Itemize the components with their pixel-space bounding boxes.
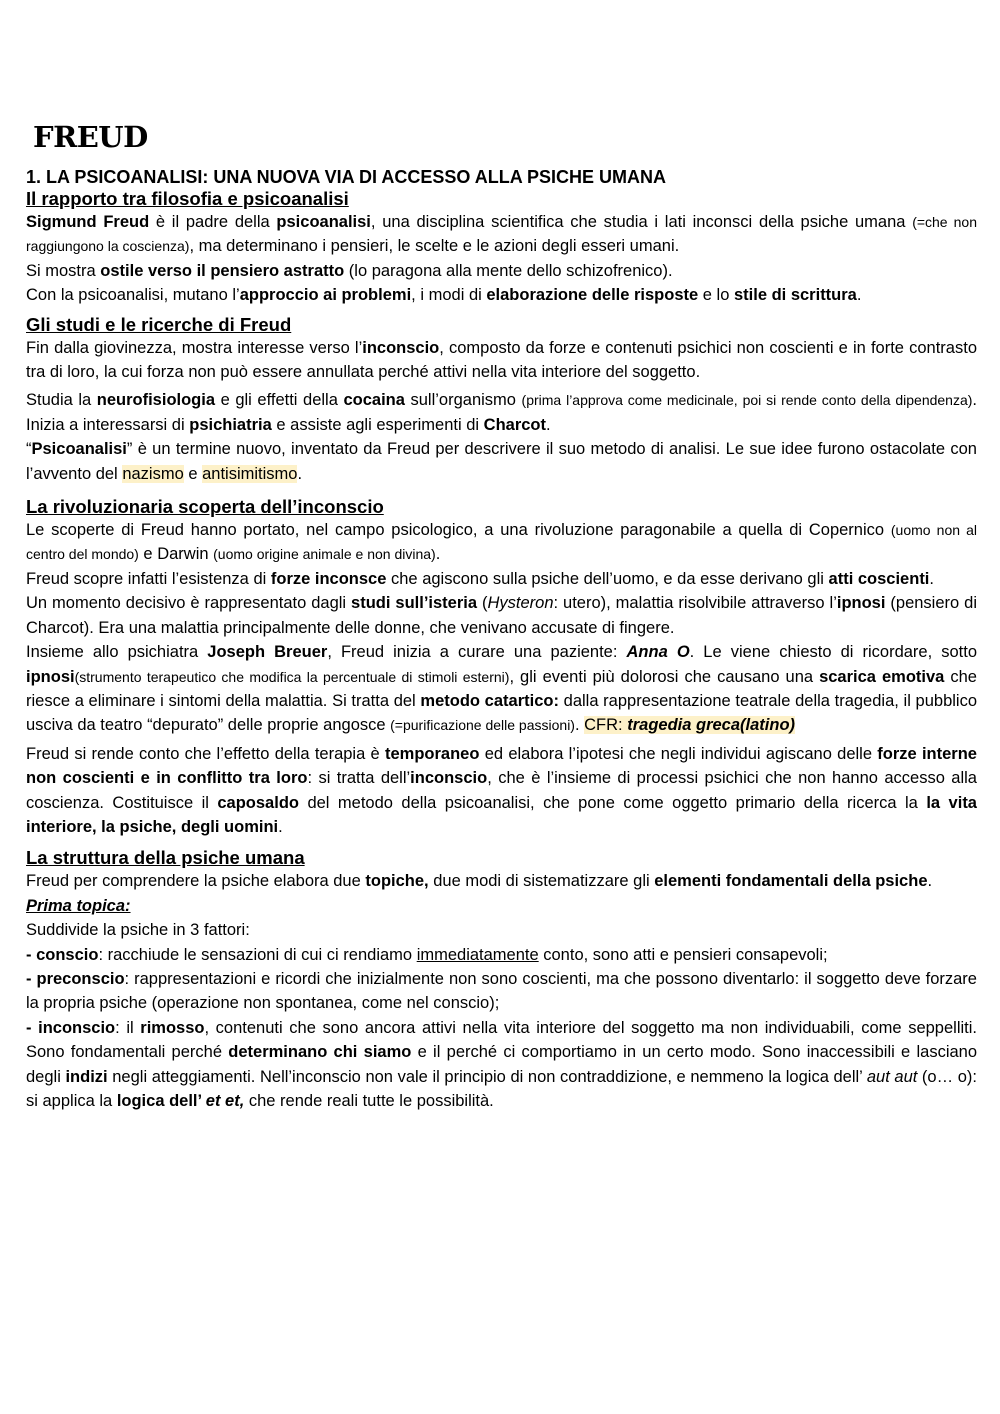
text-run: : rappresentazioni e ricordi che inizialmente non sono coscienti, ma che possono diventarlo: il soggetto deve forzare la propria psiche (operazione non spontanea, come nel conscio); bbox=[26, 969, 977, 1013]
text-run: (=purificazione delle passioni) bbox=[390, 717, 575, 734]
text-run: ipnosi bbox=[26, 667, 75, 686]
text-run: Psicoanalisi bbox=[31, 440, 127, 459]
text-run: antisimitismo bbox=[202, 464, 298, 483]
text-run: . bbox=[278, 817, 283, 836]
text-run: Freud si rende conto che l’effetto della terapia è bbox=[26, 744, 385, 763]
text-run: temporaneo bbox=[385, 744, 480, 763]
text-run: Suddivide la psiche in 3 fattori: bbox=[26, 921, 250, 940]
text-run: . bbox=[856, 286, 862, 305]
text-run: , una disciplina scientifica che studia i lati inconsci della psiche umana bbox=[370, 213, 913, 231]
text-run: sull’organismo bbox=[404, 391, 522, 410]
text-run: - preconscio bbox=[26, 969, 125, 988]
text-run: . Le viene chiesto di ricordare, sotto bbox=[689, 643, 978, 662]
text-run: inconscio bbox=[362, 338, 440, 357]
subheading-first-topic: Prima topica: bbox=[26, 896, 131, 915]
text-run: del metodo della psicoanalisi, che pone come oggetto primario della ricerca la bbox=[298, 793, 927, 812]
list-item-inconscio bbox=[26, 1016, 977, 1114]
chapter-heading: 1. LA PSICOANALISI: UNA NUOVA VIA DI ACCESSO ALLA PSICHE UMANA bbox=[26, 167, 667, 187]
text-run: , Freud inizia a curare una paziente: bbox=[327, 643, 627, 662]
text-run: Freud scopre infatti l’esistenza di bbox=[26, 569, 271, 588]
text-run: CFR: bbox=[584, 716, 628, 735]
text-run: , i modi di bbox=[411, 286, 487, 305]
paragraph bbox=[26, 210, 977, 259]
text-run: e Darwin bbox=[138, 545, 214, 564]
text-run: . bbox=[574, 716, 585, 735]
text-run: forze interne non coscienti e in conflitto tra loro bbox=[26, 744, 977, 788]
paragraph bbox=[26, 283, 977, 307]
text-run: Insieme allo psichiatra bbox=[26, 643, 208, 662]
text-run: metodo catartico: bbox=[420, 691, 559, 710]
text-run: , ma determinano i pensieri, le scelte e le azioni degli esseri umani. bbox=[189, 237, 680, 256]
text-run: Charcot bbox=[483, 415, 546, 434]
text-run: “ bbox=[26, 440, 32, 459]
text-run: psicoanalisi bbox=[276, 213, 371, 231]
text-run: e assiste agli esperimenti di bbox=[271, 415, 484, 434]
text-run: che riesce a eliminare i sintomi della malattia. Si tratta del bbox=[26, 667, 977, 710]
text-run: . bbox=[546, 415, 551, 434]
paragraph bbox=[26, 591, 977, 640]
paragraph bbox=[26, 259, 977, 283]
text-run: . Inizia a interessarsi di bbox=[26, 391, 978, 434]
paragraph bbox=[26, 918, 977, 942]
paragraph bbox=[26, 742, 977, 840]
text-run: (o… o): si applica la bbox=[26, 1067, 977, 1110]
text-run: , composto da forze e contenuti psichici non coscienti e in forte contrasto tra di loro, la cui forza non può essere annullata perché attivi nella vita interiore del soggetto. bbox=[26, 338, 977, 382]
text-run: e il perché ci comportiamo in un certo modo. Sono inaccessibili e lasciano degli bbox=[26, 1043, 978, 1086]
text-run: - inconscio bbox=[26, 1018, 116, 1037]
text-run: caposaldo bbox=[217, 793, 299, 812]
text-run: , contenuti che sono ancora attivi nella vita interiore del soggetto ma non individuabili, come seppelliti. Sono fondamentali perché bbox=[26, 1018, 977, 1062]
text-run: (=che non raggiungono la coscienza) bbox=[26, 214, 977, 255]
text-run: che rende reali tutte le possibilità. bbox=[244, 1092, 494, 1110]
text-run: cocaina bbox=[343, 391, 405, 410]
text-run: atti coscienti bbox=[828, 569, 930, 588]
text-run: Studia la bbox=[26, 391, 97, 410]
list-item-conscio bbox=[26, 943, 977, 967]
text-run: Sigmund Freud bbox=[26, 213, 150, 231]
paragraph bbox=[26, 518, 977, 567]
text-run: (uomo origine animale e non divina) bbox=[213, 546, 436, 563]
text-run: Un momento decisivo è rappresentato dagli bbox=[26, 594, 352, 613]
text-run: determinano chi siamo bbox=[228, 1043, 412, 1062]
text-run: et et, bbox=[205, 1092, 245, 1110]
text-run: neurofisiologia bbox=[96, 391, 216, 410]
text-run: . bbox=[929, 569, 934, 588]
text-run: , gli eventi più dolorosi che causano una bbox=[509, 667, 820, 686]
section-heading-unconscious: La rivoluzionaria scoperta dell’inconscio bbox=[26, 496, 384, 518]
text-run: Si mostra bbox=[26, 261, 101, 280]
text-run: : il bbox=[115, 1018, 141, 1037]
list-item-preconscio bbox=[26, 967, 977, 1016]
text-run: (uomo non al centro del mondo) bbox=[26, 522, 978, 563]
text-run: rimosso bbox=[140, 1018, 205, 1037]
text-run: ipnosi bbox=[836, 594, 886, 613]
text-run: Hysteron bbox=[487, 594, 554, 613]
text-run: inconscio bbox=[410, 769, 488, 788]
paragraph bbox=[26, 869, 977, 893]
text-run: dalla rappresentazione teatrale della tragedia, il pubblico usciva da teatro “depurato” delle proprie angosce bbox=[26, 691, 978, 735]
text-run: elementi fondamentali della psiche bbox=[654, 872, 928, 891]
text-run: scarica emotiva bbox=[819, 667, 945, 686]
text-run: conto, sono atti e pensieri consapevoli; bbox=[538, 945, 828, 964]
text-run: indizi bbox=[65, 1067, 108, 1086]
text-run: Anna O bbox=[626, 643, 690, 662]
text-run: : si tratta dell’ bbox=[307, 769, 411, 788]
section-heading-philosophy: Il rapporto tra filosofia e psicoanalisi bbox=[26, 188, 349, 209]
text-run: e gli effetti della bbox=[215, 391, 344, 410]
text-run: è il padre della bbox=[149, 213, 277, 231]
text-run: la vita interiore, la psiche, degli uomini bbox=[26, 793, 977, 836]
text-run: due modi di sistematizzare gli bbox=[428, 872, 655, 891]
paragraph bbox=[26, 640, 977, 738]
text-run: aut aut bbox=[866, 1067, 918, 1086]
text-run: studi sull’isteria bbox=[351, 594, 478, 613]
text-run: , che è l’insieme di processi psichici che non hanno accesso alla coscienza. Costituisce il bbox=[26, 769, 977, 812]
paragraph bbox=[26, 388, 977, 437]
text-run: - conscio bbox=[26, 945, 99, 964]
text-run: ” è un termine nuovo, inventato da Freud per descrivere il suo metodo di analisi. Le sue idee furono ostacolate con l’avvento del bbox=[26, 440, 977, 483]
text-run: Fin dalla giovinezza, mostra interesse verso l’ bbox=[26, 338, 363, 357]
text-run: ed elabora l’ipotesi che negli individui agiscano delle bbox=[479, 744, 878, 763]
text-run: stile di scrittura bbox=[733, 286, 857, 305]
document-title: FREUD bbox=[33, 120, 148, 154]
text-run: . bbox=[927, 872, 933, 891]
text-run: : racchiude le sensazioni di cui ci rendiamo bbox=[98, 945, 417, 964]
text-run: : utero), malattia risolvibile attraverso l’ bbox=[553, 594, 837, 613]
text-run: (strumento terapeutico che modifica la percentuale di stimoli esterni) bbox=[74, 668, 510, 685]
text-run: (lo paragona alla mente dello schizofrenico). bbox=[344, 261, 673, 280]
text-run: Con la psicoanalisi, mutano l’ bbox=[26, 286, 240, 305]
text-run: (pensiero di Charcot). Era una malattia principalmente delle donne, che venivano accusate di fingere. bbox=[26, 594, 977, 637]
text-run: psichiatria bbox=[189, 415, 272, 434]
text-run: e bbox=[183, 464, 203, 483]
text-run: approccio ai problemi bbox=[239, 286, 412, 305]
text-run: . bbox=[297, 464, 303, 483]
text-run: Freud per comprendere la psiche elabora due bbox=[26, 872, 366, 891]
text-run: Le scoperte di Freud hanno portato, nel campo psicologico, a una rivoluzione paragonabile a quella di Copernico bbox=[26, 521, 891, 540]
section-heading-structure: La struttura della psiche umana bbox=[26, 847, 305, 869]
paragraph bbox=[26, 336, 977, 385]
paragraph bbox=[26, 567, 977, 591]
text-run: nazismo bbox=[122, 464, 184, 483]
text-run: e lo bbox=[698, 286, 734, 305]
text-run: forze inconsce bbox=[270, 569, 387, 588]
text-run: topiche, bbox=[365, 872, 429, 891]
document-body bbox=[26, 166, 977, 1113]
section-heading-studies: Gli studi e le ricerche di Freud bbox=[26, 313, 292, 335]
text-run: logica dell’ bbox=[116, 1092, 206, 1110]
text-run: ( bbox=[477, 594, 488, 613]
text-run: . bbox=[435, 545, 441, 564]
text-run: negli atteggiamenti. Nell’inconscio non vale il principio di non contraddizione, e nemmeno la logica dell’ bbox=[107, 1067, 867, 1086]
text-run: elaborazione delle risposte bbox=[486, 286, 699, 305]
text-run: tragedia greca(latino) bbox=[627, 716, 796, 735]
text-run: Joseph Breuer bbox=[207, 643, 328, 662]
text-run: che agiscono sulla psiche dell’uomo, e da esse derivano gli bbox=[386, 569, 829, 588]
text-run: immediatamente bbox=[416, 945, 539, 964]
text-run: (prima l’approva come medicinale, poi si rende conto della dipendenza) bbox=[521, 392, 973, 409]
paragraph bbox=[26, 437, 977, 486]
text-run: ostile verso il pensiero astratto bbox=[100, 261, 345, 280]
